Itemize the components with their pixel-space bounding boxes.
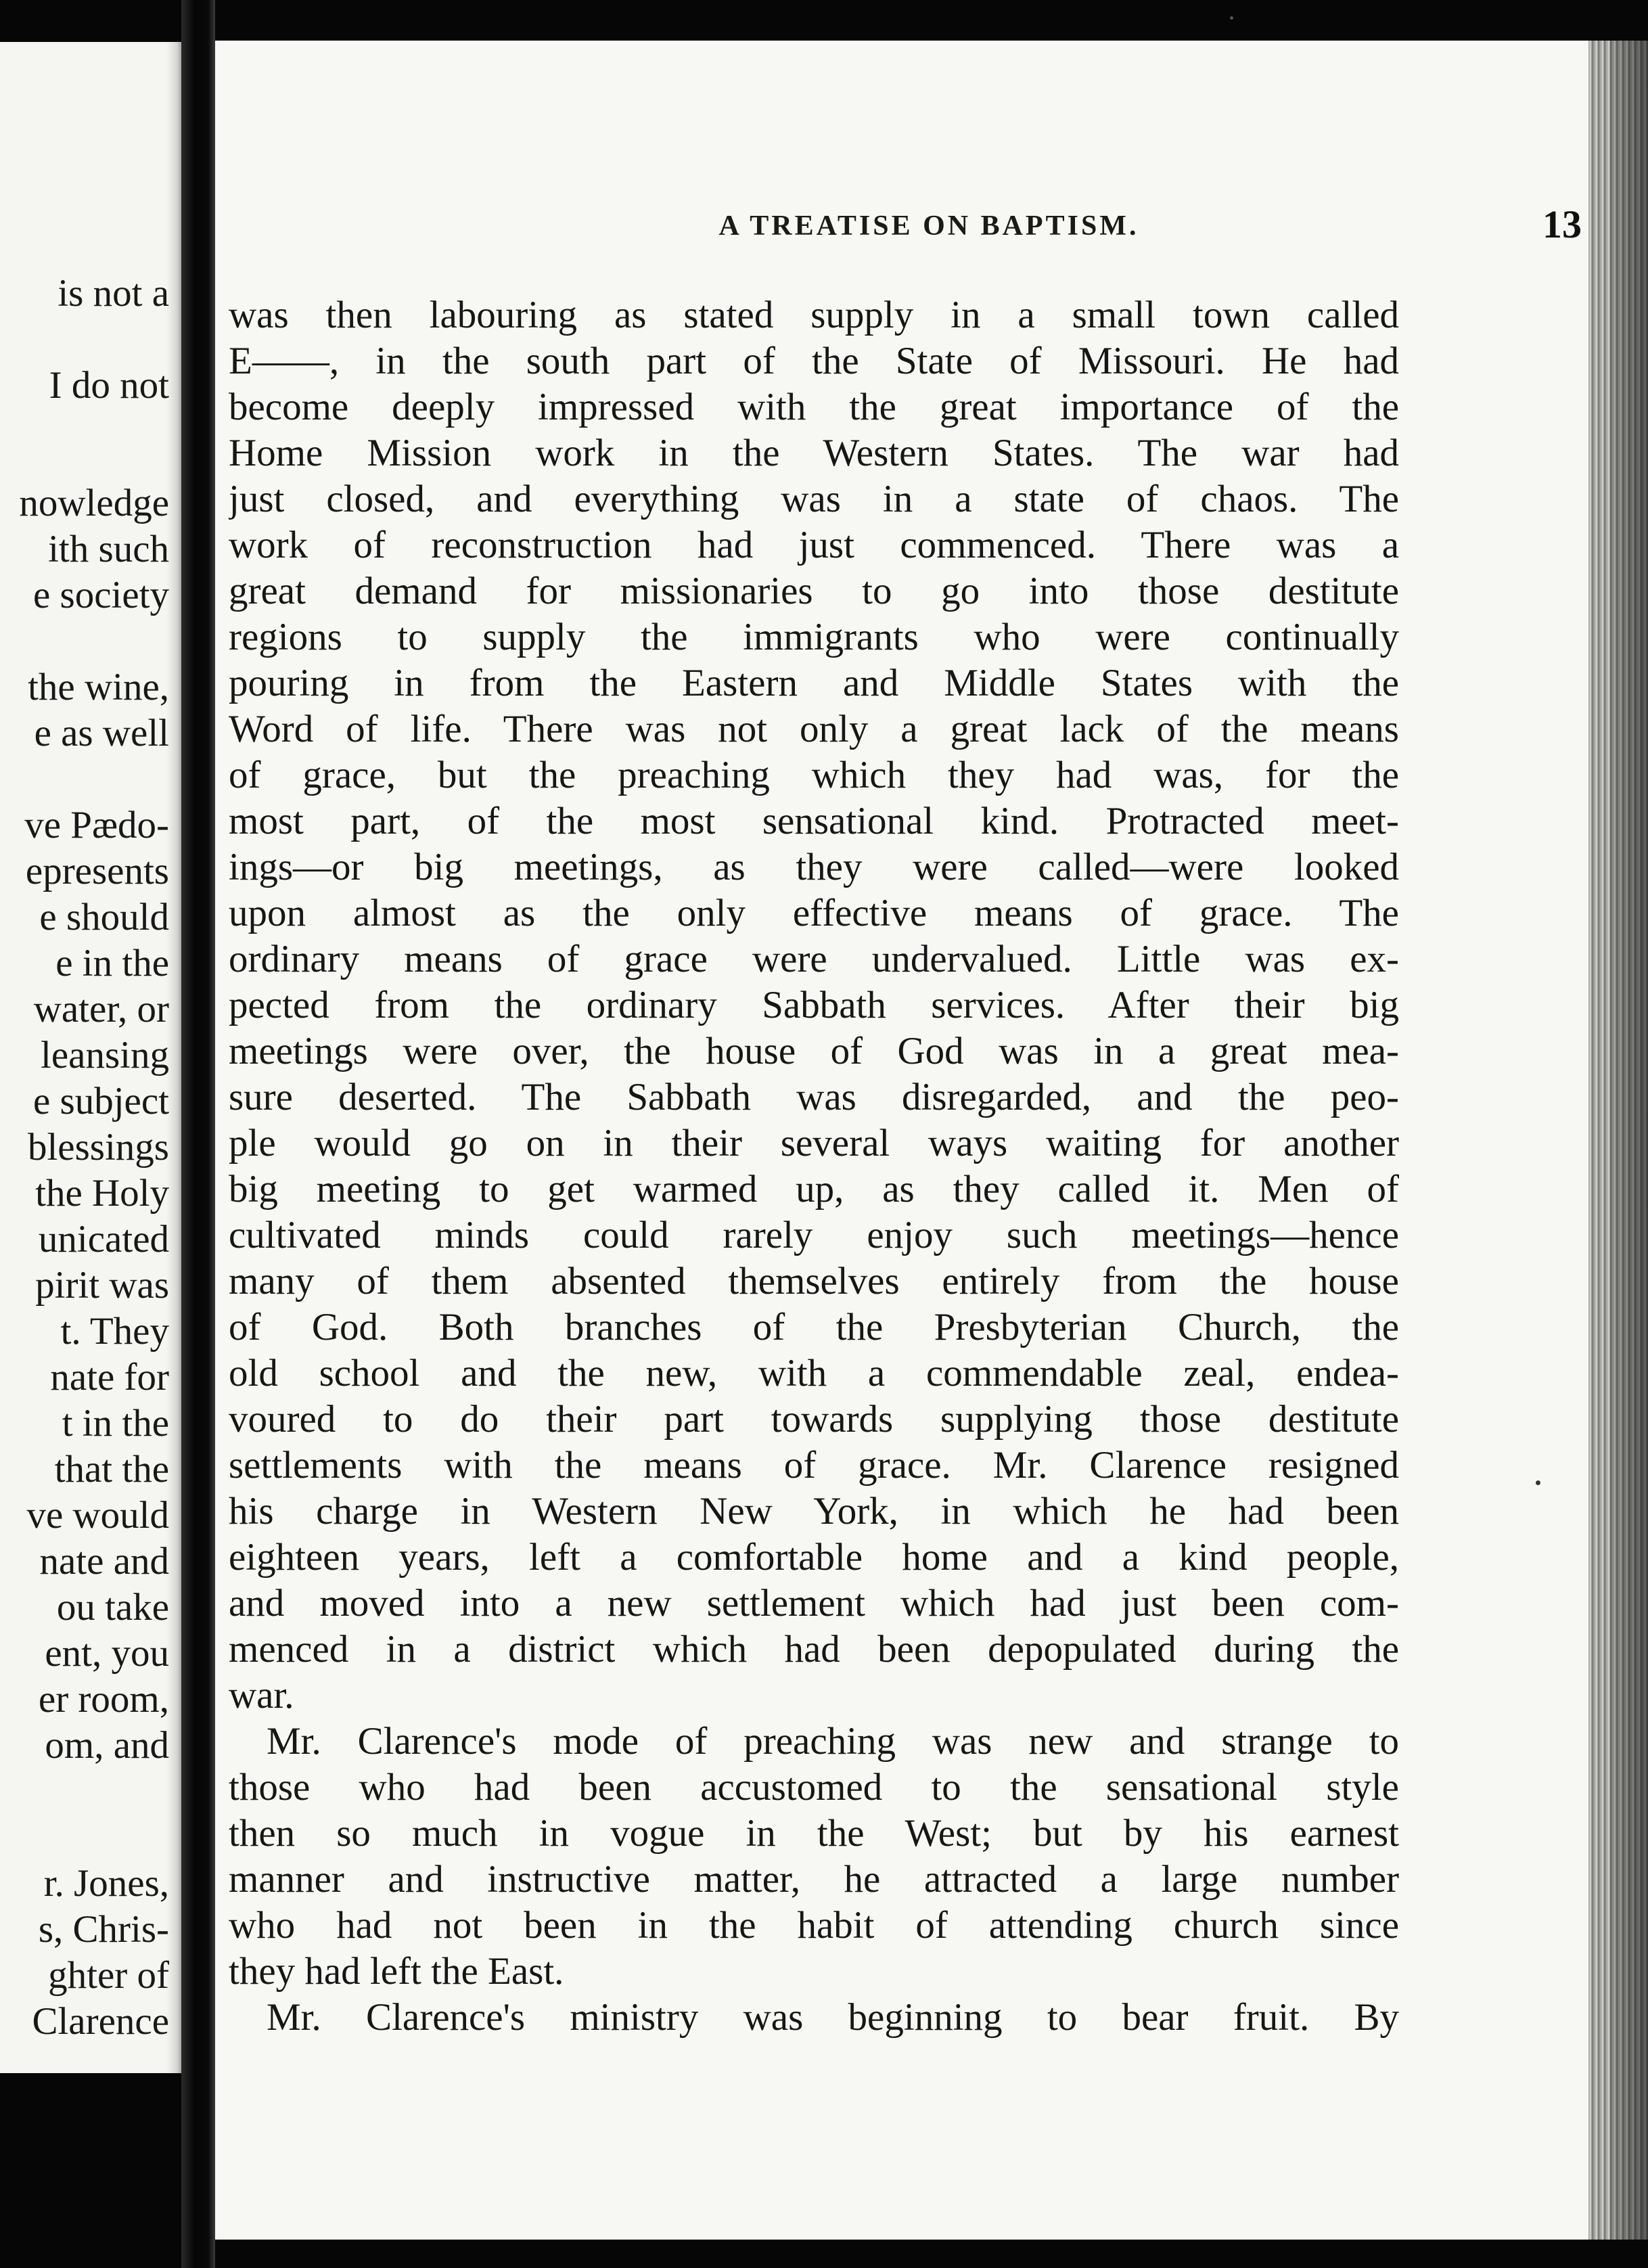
paragraph-first-line: Mr. Clarence's mode of preaching was new and strange to (267, 1720, 1399, 1763)
page-edge-shadow (1610, 41, 1648, 2240)
text-line: just closed, and everything was in a state of chaos. The (229, 478, 1399, 520)
left-page-line: epresents (25, 850, 169, 892)
left-page-line: Clarence (32, 2000, 169, 2043)
book-spine-gutter (181, 0, 215, 2268)
left-page-line: e subject (32, 1080, 169, 1122)
text-line: ings—or big meetings, as they were called—were looked (229, 846, 1399, 888)
text-line: upon almost as the only effective means of grace. The (229, 892, 1399, 934)
text-line: ple would go on in their several ways waiting for another (229, 1122, 1399, 1164)
left-page-line: t in the (62, 1402, 169, 1445)
left-page-line: water, or (33, 988, 169, 1030)
text-line: manner and instructive matter, he attracted a large number (229, 1858, 1399, 1901)
text-line: settlements with the means of grace. Mr. Clarence resigned (229, 1444, 1399, 1487)
left-page-line: pirit was (35, 1264, 169, 1307)
left-page-line: ou take (56, 1586, 169, 1629)
running-head: A TREATISE ON BAPTISM. (718, 210, 1139, 242)
left-page-line: the Holy (35, 1172, 169, 1215)
left-page-line: nate for (50, 1356, 169, 1399)
text-line: great demand for missionaries to go into those destitute (229, 570, 1399, 612)
left-page-line: ith such (48, 528, 169, 570)
text-line: menced in a district which had been depopulated during the (229, 1628, 1399, 1671)
text-line: those who had been accustomed to the sensational style (229, 1766, 1399, 1809)
text-line: eighteen years, left a comfortable home and a kind people, (229, 1536, 1399, 1579)
page-number: 13 (1542, 202, 1582, 246)
left-page-line: nate and (39, 1540, 169, 1583)
text-line: of God. Both branches of the Presbyterian Church, the (229, 1306, 1399, 1348)
text-line: war. (229, 1674, 294, 1717)
left-page-line: ve would (26, 1494, 169, 1537)
text-line: big meeting to get warmed up, as they called it. Men of (229, 1168, 1399, 1210)
text-line: voured to do their part towards supplying those destitute (229, 1398, 1399, 1441)
text-line: was then labouring as stated supply in a small town called (229, 294, 1399, 336)
text-line: cultivated minds could rarely enjoy such meetings—hence (229, 1214, 1399, 1256)
left-page-line: ve Pædo- (24, 804, 169, 846)
text-line: most part, of the most sensational kind. Protracted meet- (229, 800, 1399, 842)
ink-speck (1536, 1480, 1540, 1485)
text-line: regions to supply the immigrants who were continually (229, 616, 1399, 658)
text-line: old school and the new, with a commendable zeal, endea- (229, 1352, 1399, 1394)
text-line: then so much in vogue in the West; but by his earnest (229, 1812, 1399, 1855)
text-line: his charge in Western New York, in which he had been (229, 1490, 1399, 1533)
text-line: of grace, but the preaching which they had was, for the (229, 754, 1399, 796)
left-page-line: e as well (34, 712, 169, 754)
left-page-line: t. They (60, 1310, 169, 1353)
left-page-line: s, Chris- (38, 1908, 169, 1951)
ink-speck (1230, 16, 1233, 20)
left-page-line: nowledge (19, 482, 169, 524)
left-page-line: blessings (27, 1126, 169, 1169)
left-page-line: that the (54, 1448, 169, 1491)
text-line: they had left the East. (229, 1950, 564, 1993)
text-line: who had not been in the habit of attending church since (229, 1904, 1399, 1947)
text-line: many of them absented themselves entirely from the house (229, 1260, 1399, 1302)
left-page-line: er room, (38, 1678, 169, 1721)
left-page-line: leansing (41, 1034, 169, 1076)
text-line: meetings were over, the house of God was in a great mea- (229, 1030, 1399, 1072)
left-page-line: is not a (58, 272, 169, 315)
left-page-line: e in the (55, 942, 169, 984)
right-book-page (215, 41, 1588, 2240)
text-line: become deeply impressed with the great importance of the (229, 386, 1399, 428)
left-page-line: e should (39, 896, 169, 938)
left-page-line: the wine, (28, 666, 169, 708)
left-page-line: r. Jones, (43, 1862, 169, 1905)
text-line: Home Mission work in the Western States. The war had (229, 432, 1399, 474)
text-line: pouring in from the Eastern and Middle States with the (229, 662, 1399, 704)
left-facing-page (0, 42, 181, 2073)
left-page-line: ghter of (48, 1954, 169, 1997)
text-line: Word of life. There was not only a great lack of the means (229, 708, 1399, 750)
text-line: sure deserted. The Sabbath was disregarded, and the peo- (229, 1076, 1399, 1118)
paragraph-first-line: Mr. Clarence's ministry was beginning to bear fruit. By (267, 1996, 1399, 2039)
text-line: ordinary means of grace were undervalued. Little was ex- (229, 938, 1399, 980)
left-page-line: ent, you (45, 1632, 169, 1675)
left-page-line: I do not (49, 364, 169, 407)
left-page-line: e society (32, 574, 169, 616)
text-line: E——, in the south part of the State of Missouri. He had (229, 340, 1399, 382)
left-page-line: om, and (45, 1724, 169, 1767)
text-line: work of reconstruction had just commenced. There was a (229, 524, 1399, 566)
text-line: and moved into a new settlement which had just been com- (229, 1582, 1399, 1625)
left-page-line: unicated (38, 1218, 169, 1261)
text-line: pected from the ordinary Sabbath services. After their big (229, 984, 1399, 1026)
body-text (229, 292, 1399, 2041)
